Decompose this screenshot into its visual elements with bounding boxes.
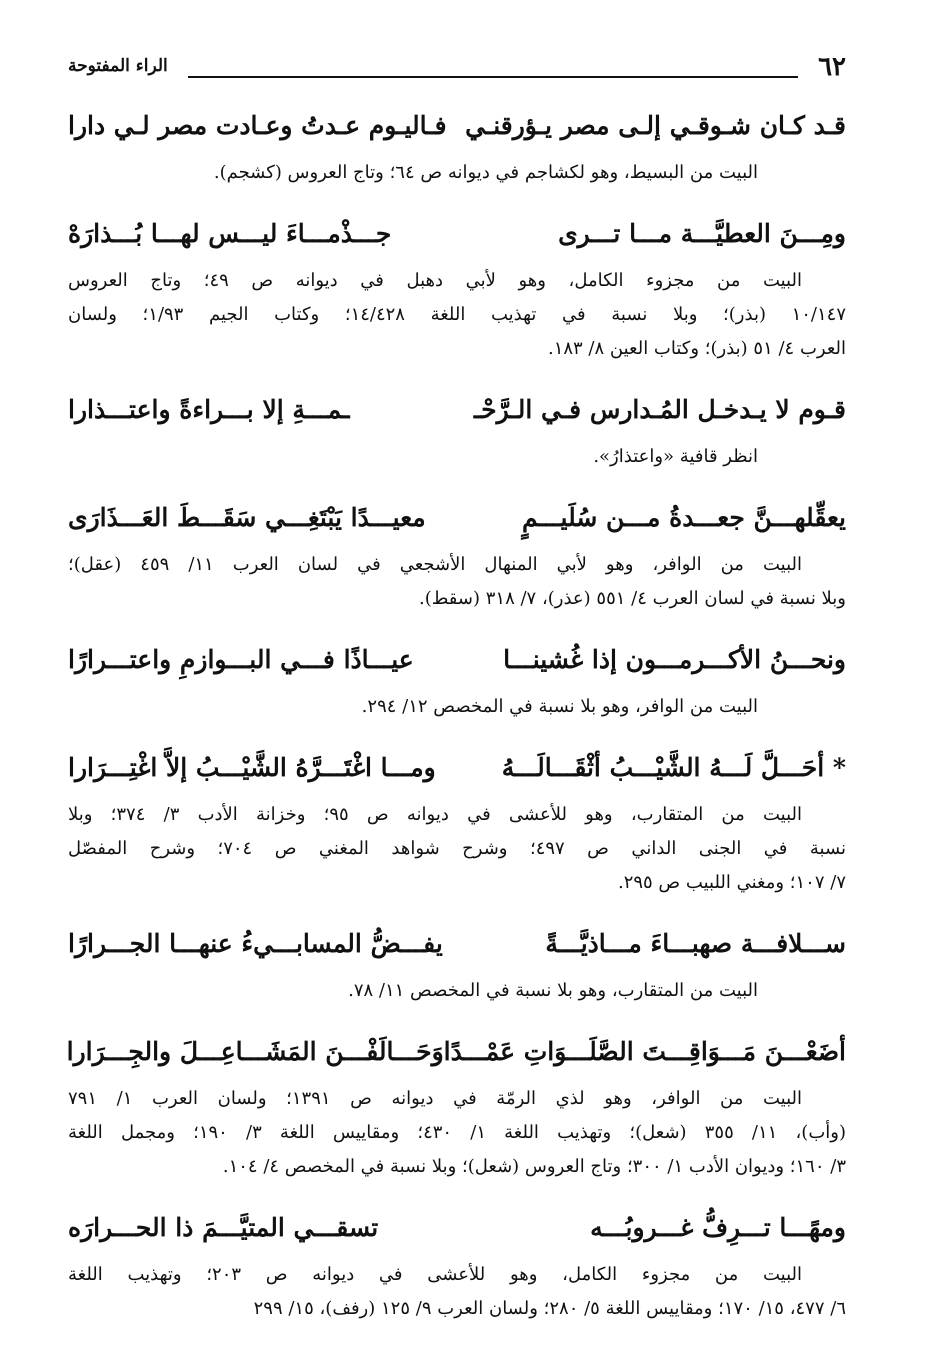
note-line: البيت من البسيط، وهو لكشاجم في ديوانه ص ٦٤؛ وتاج العروس (كشجم).: [213, 162, 758, 183]
note-line: ٦/ ٤٧٧، ١٥/ ١٧٠؛ ومقاييس اللغة ٥/ ٢٨٠؛ ولسان العرب ٩/ ١٢٥ (رفف)، ١٥/ ٢٩٩: [253, 1298, 846, 1319]
verse-first-hemistich: ونحـــنُ الأكـــرمـــون إذا غُشينـــا: [503, 645, 846, 674]
verse-second-hemistich: ـمـــةِ إلا بـــراءةً واعتـــذارا: [68, 395, 350, 424]
verse-line: [68, 96, 846, 156]
verse-second-hemistich: معيـــدًا يَبْتَغِـــي سَقَـــطَ العَـــذَارَى: [68, 503, 426, 532]
verse-second-hemistich: تسقـــي المتيَّـــمَ ذا الحـــرارَه: [68, 1213, 379, 1242]
note-line: ٣/ ١٦٠؛ وديوان الأدب ١/ ٣٠٠؛ وتاج العروس (شعل)؛ وبلا نسبة في المخصص ٤/ ١٠٤.: [222, 1156, 846, 1177]
verse-first-hemistich: قـد كـان شـوقـي إلـى مصر يـؤرقنـي: [465, 111, 846, 140]
note-line: البيت من مجزوء الكامل، وهو لأبي دهبل في ديوانه ص ٤٩؛ وتاج العروس: [68, 270, 802, 291]
verses-list: [68, 96, 846, 1340]
verse-first-hemistich: قـوم لا يـدخـل المُـدارس فـي الـرَّحْـ: [473, 395, 846, 424]
verse-first-hemistich: ومهًـــا تـــرِفُّ غـــروبُـــه: [590, 1213, 846, 1242]
note-line: البيت من المتقارب، وهو بلا نسبة في المخصص ١١/ ٧٨.: [348, 980, 758, 1001]
note-line: البيت من الوافر، وهو لأبي المنهال الأشجعي في لسان العرب ١١/ ٤٥٩ (عقل)؛: [68, 554, 802, 575]
note-line: البيت من الوافر، وهو بلا نسبة في المخصص ١٢/ ٢٩٤.: [361, 696, 758, 717]
verse-second-hemistich: عيـــاذًا فـــي البـــوازمِ واعتـــرارًا: [68, 645, 414, 674]
entry-gap: [68, 1008, 846, 1022]
verse-line: [68, 630, 846, 690]
note-line: وبلا نسبة في لسان العرب ٤/ ٥٥١ (عذر)، ٧/ ٣١٨ (سقط).: [418, 588, 846, 609]
running-header: [68, 52, 846, 88]
verse-line: [68, 380, 846, 440]
entry-gap: [68, 474, 846, 488]
verse-first-hemistich: يعقِّلهـــنَّ جعـــدةُ مـــن سُلَيـــمٍ: [521, 503, 846, 532]
verse-note: [68, 974, 846, 1008]
verse-first-hemistich: ســـلافـــة صهبـــاءَ مـــاذيَّـــةً: [545, 929, 846, 958]
entry-gap: [68, 616, 846, 630]
note-line: البيت من مجزوء الكامل، وهو للأعشى في ديوانه ص ٢٠٣؛ وتهذيب اللغة: [68, 1264, 802, 1285]
verse-line: [68, 914, 846, 974]
verse-note: [68, 264, 846, 366]
note-line: ١٠/١٤٧ (بذر)؛ وبلا نسبة في تهذيب اللغة ١٤/٤٢٨؛ وكتاب الجيم ١/٩٣؛ ولسان: [68, 304, 846, 325]
verse-note: [68, 440, 846, 474]
verse-line: [68, 738, 846, 798]
note-line: نسبة في الجنى الداني ص ٤٩٧؛ وشرح شواهد المغني ص ٧٠٤؛ وشرح المفصّل: [68, 838, 847, 859]
verse-note: [68, 1082, 846, 1184]
verse-note: [68, 798, 846, 900]
verse-line: [68, 488, 846, 548]
verse-line: [68, 1022, 846, 1082]
note-line: انظر قافية «واعتذارُ».: [593, 446, 758, 467]
verse-note: [68, 548, 846, 616]
verse-first-hemistich: * أحَـــلَّ لَـــهُ الشَّيْـــبُ أثْقَـــالَـــهُ: [501, 753, 846, 782]
note-line: ٧/ ١٠٧؛ ومغني اللبيب ص ٢٩٥.: [617, 872, 846, 893]
page-number: ٦٢: [818, 52, 846, 82]
verse-second-hemistich: يفـــضُّ المسابـــيءُ عنهـــا الجـــرارًا: [68, 929, 443, 958]
note-line: البيت من المتقارب، وهو للأعشى في ديوانه ص ٩٥؛ وخزانة الأدب ٣/ ٣٧٤؛ وبلا: [68, 804, 802, 825]
entry-gap: [68, 1184, 846, 1198]
entry-gap: [68, 1326, 846, 1340]
note-line: العرب ٤/ ٥١ (بذر)؛ وكتاب العين ٨/ ١٨٣.: [547, 338, 846, 359]
header-rule: [188, 76, 798, 78]
entry-gap: [68, 366, 846, 380]
verse-line: [68, 1198, 846, 1258]
verse-note: [68, 156, 846, 190]
verse-second-hemistich: وَحَـــالَفْـــنَ المَشَـــاعِـــلَ والجِـــرَارا: [66, 1037, 444, 1066]
note-line: البيت من الوافر، وهو لذي الرمّة في ديوانه ص ١٣٩١؛ ولسان العرب ١/ ٧٩١: [68, 1088, 803, 1109]
verse-second-hemistich: فـاليـوم عـدتُ وعـادت مصر لـي دارا: [68, 111, 447, 140]
chapter-title: الراء المفتوحة: [68, 56, 168, 76]
verse-first-hemistich: أضَعْـــنَ مَـــوَاقِـــتَ الصَّلَـــوَاتِ عَمْـــدًا: [443, 1037, 846, 1066]
verse-second-hemistich: ومـــا اغْتَـــرَّهُ الشَّيْـــبُ إلاَّ اغْتِـــرَارا: [68, 753, 436, 782]
verse-line: [68, 204, 846, 264]
verse-note: [68, 1258, 846, 1326]
note-line: (وأب)، ١١/ ٣٥٥ (شعل)؛ وتهذيب اللغة ١/ ٤٣٠؛ ومقاييس اللغة ٣/ ١٩٠؛ ومجمل اللغة: [68, 1122, 846, 1143]
verse-second-hemistich: جـــذْمـــاءَ ليـــس لهـــا بُـــذارَهْ: [68, 219, 392, 248]
verse-note: [68, 690, 846, 724]
entry-gap: [68, 190, 846, 204]
entry-gap: [68, 900, 846, 914]
verse-first-hemistich: ومِـــنَ العطيَّـــة مـــا تـــرى: [558, 219, 846, 248]
entry-gap: [68, 724, 846, 738]
